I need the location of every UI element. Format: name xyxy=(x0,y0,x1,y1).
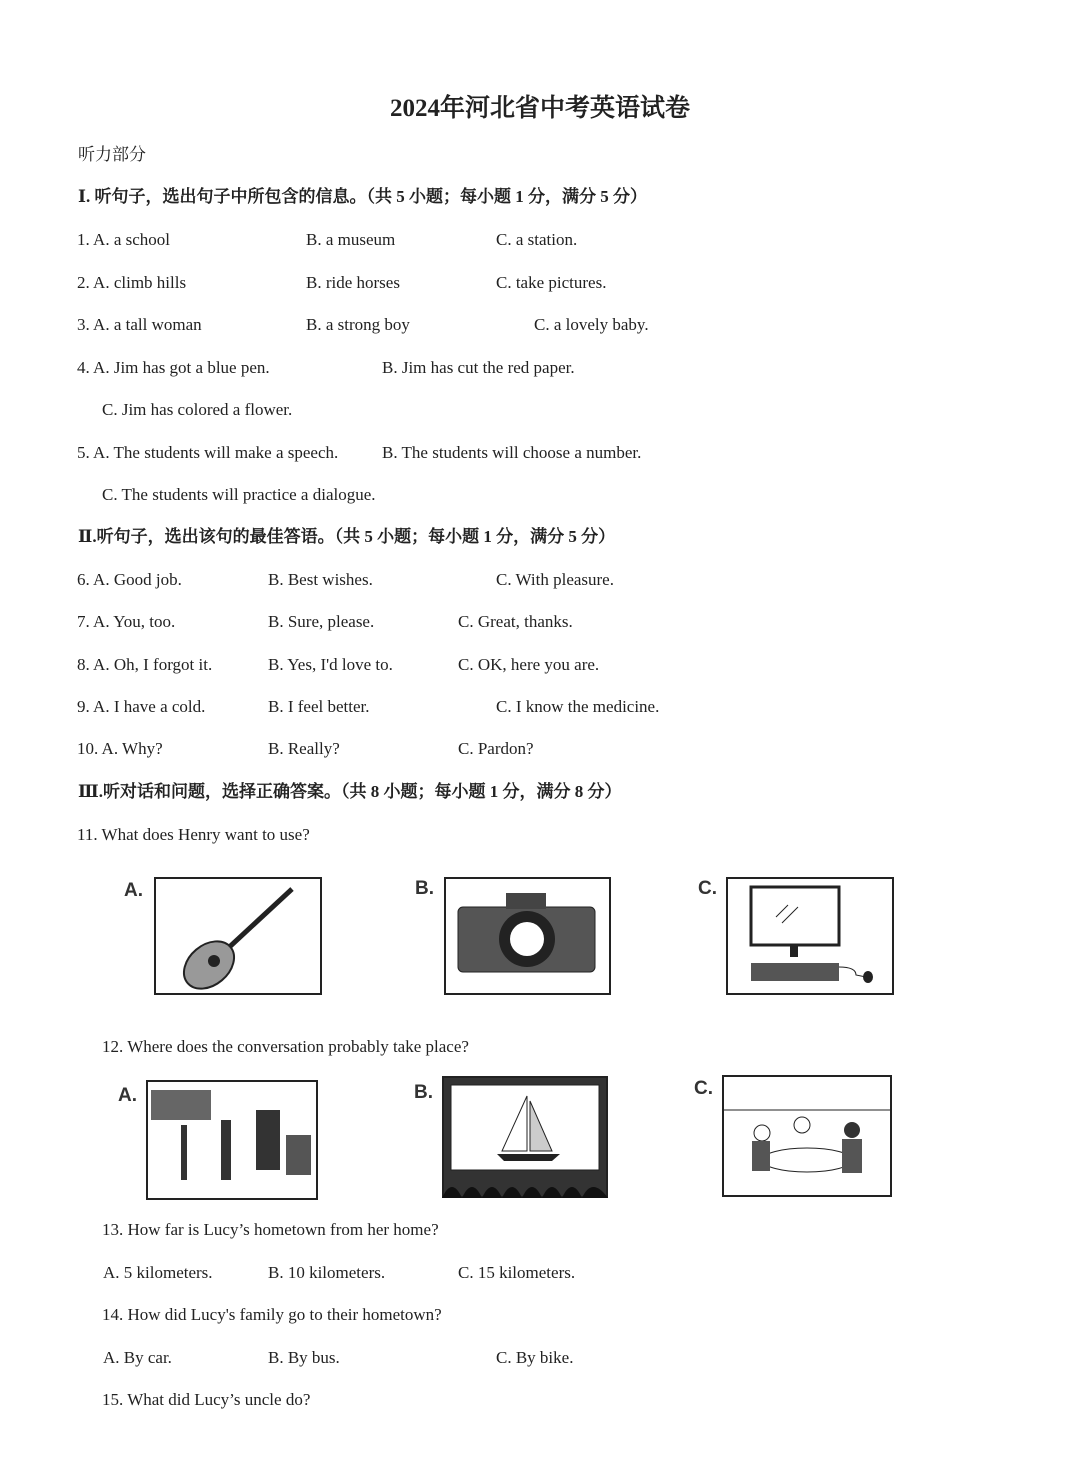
question-6 xyxy=(0,568,1080,592)
option-b: B. I feel better. xyxy=(268,697,370,716)
option-c: C. Jim has colored a flower. xyxy=(102,400,293,419)
option-c: C. The students will practice a dialogue. xyxy=(102,485,376,504)
option-c: C. a lovely baby. xyxy=(534,315,649,334)
option-c: C. By bike. xyxy=(496,1348,574,1367)
option-b: B. 10 kilometers. xyxy=(268,1263,386,1282)
shop-picture xyxy=(146,1080,318,1200)
question-4 xyxy=(0,356,1080,380)
question-9 xyxy=(0,695,1080,719)
option-c: C. take pictures. xyxy=(496,273,607,292)
option-a: 1. A. a school xyxy=(77,230,171,249)
option-b: B. By bus. xyxy=(268,1348,340,1367)
cinema-picture xyxy=(442,1076,608,1198)
option-c: C. With pleasure. xyxy=(496,570,614,589)
option-a: 2. A. climb hills xyxy=(77,273,187,292)
option-a: 4. A. Jim has got a blue pen. xyxy=(77,358,270,377)
option-a: 3. A. a tall woman xyxy=(77,315,202,334)
pic-label-b: B. xyxy=(414,1082,433,1103)
question-13-text: 13. How far is Lucy’s hometown from her home? xyxy=(102,1220,439,1239)
option-a: 10. A. Why? xyxy=(77,739,163,758)
section-1-heading: Ⅰ. 听句子，选出句子中所包含的信息。（共 5 小题；每小题 1 分，满分 5 分） xyxy=(78,187,647,206)
question-11-text: 11. What does Henry want to use? xyxy=(77,825,310,844)
question-14-text: 14. How did Lucy's family go to their hometown? xyxy=(102,1305,442,1324)
option-a: A. By car. xyxy=(103,1348,172,1367)
pic-label-a: A. xyxy=(118,1085,137,1106)
question-7 xyxy=(0,610,1080,634)
option-b: B. ride horses xyxy=(306,273,400,292)
computer-picture xyxy=(726,877,894,995)
option-a: 8. A. Oh, I forgot it. xyxy=(77,655,213,674)
option-c: C. OK, here you are. xyxy=(458,655,600,674)
option-a: 5. A. The students will make a speech. xyxy=(77,443,339,462)
option-c: C. Great, thanks. xyxy=(458,612,573,631)
restaurant-picture xyxy=(722,1075,892,1197)
option-c: C. 15 kilometers. xyxy=(458,1263,576,1282)
question-13-options xyxy=(0,1261,1080,1285)
pic-label-a: A. xyxy=(124,880,143,901)
question-2 xyxy=(0,271,1080,295)
option-b: B. a museum xyxy=(306,230,396,249)
option-a: 6. A. Good job. xyxy=(77,570,182,589)
option-c: C. Pardon? xyxy=(458,739,534,758)
option-a: 7. A. You, too. xyxy=(77,612,176,631)
camera-picture xyxy=(444,877,611,995)
pic-label-c: C. xyxy=(698,878,717,899)
pic-label-b: B. xyxy=(415,878,434,899)
option-b: B. Best wishes. xyxy=(268,570,373,589)
option-c: C. I know the medicine. xyxy=(496,697,660,716)
question-5 xyxy=(0,441,1080,465)
option-a: 9. A. I have a cold. xyxy=(77,697,206,716)
guitar-picture xyxy=(154,877,322,995)
question-1 xyxy=(0,228,1080,252)
pic-label-c: C. xyxy=(694,1078,713,1099)
section-3-heading: Ⅲ.听对话和问题，选择正确答案。（共 8 小题；每小题 1 分，满分 8 分） xyxy=(78,782,622,801)
option-b: B. Sure, please. xyxy=(268,612,375,631)
option-b: B. Really? xyxy=(268,739,340,758)
page-title: 2024年河北省中考英语试卷 xyxy=(389,95,690,122)
part-label: 听力部分 xyxy=(78,145,146,164)
question-14-options xyxy=(0,1346,1080,1370)
option-a: A. 5 kilometers. xyxy=(103,1263,213,1282)
option-b: B. Yes, I'd love to. xyxy=(268,655,393,674)
option-c: C. a station. xyxy=(496,230,578,249)
option-b: B. The students will choose a number. xyxy=(382,443,642,462)
section-2-heading: Ⅱ.听句子，选出该句的最佳答语。（共 5 小题；每小题 1 分，满分 5 分） xyxy=(78,527,616,546)
question-15-text: 15. What did Lucy’s uncle do? xyxy=(102,1390,311,1409)
option-b: B. a strong boy xyxy=(306,315,410,334)
question-12-text: 12. Where does the conversation probably take place? xyxy=(102,1037,469,1056)
option-b: B. Jim has cut the red paper. xyxy=(382,358,575,377)
question-10 xyxy=(0,737,1080,761)
question-8 xyxy=(0,653,1080,677)
question-3 xyxy=(0,313,1080,337)
